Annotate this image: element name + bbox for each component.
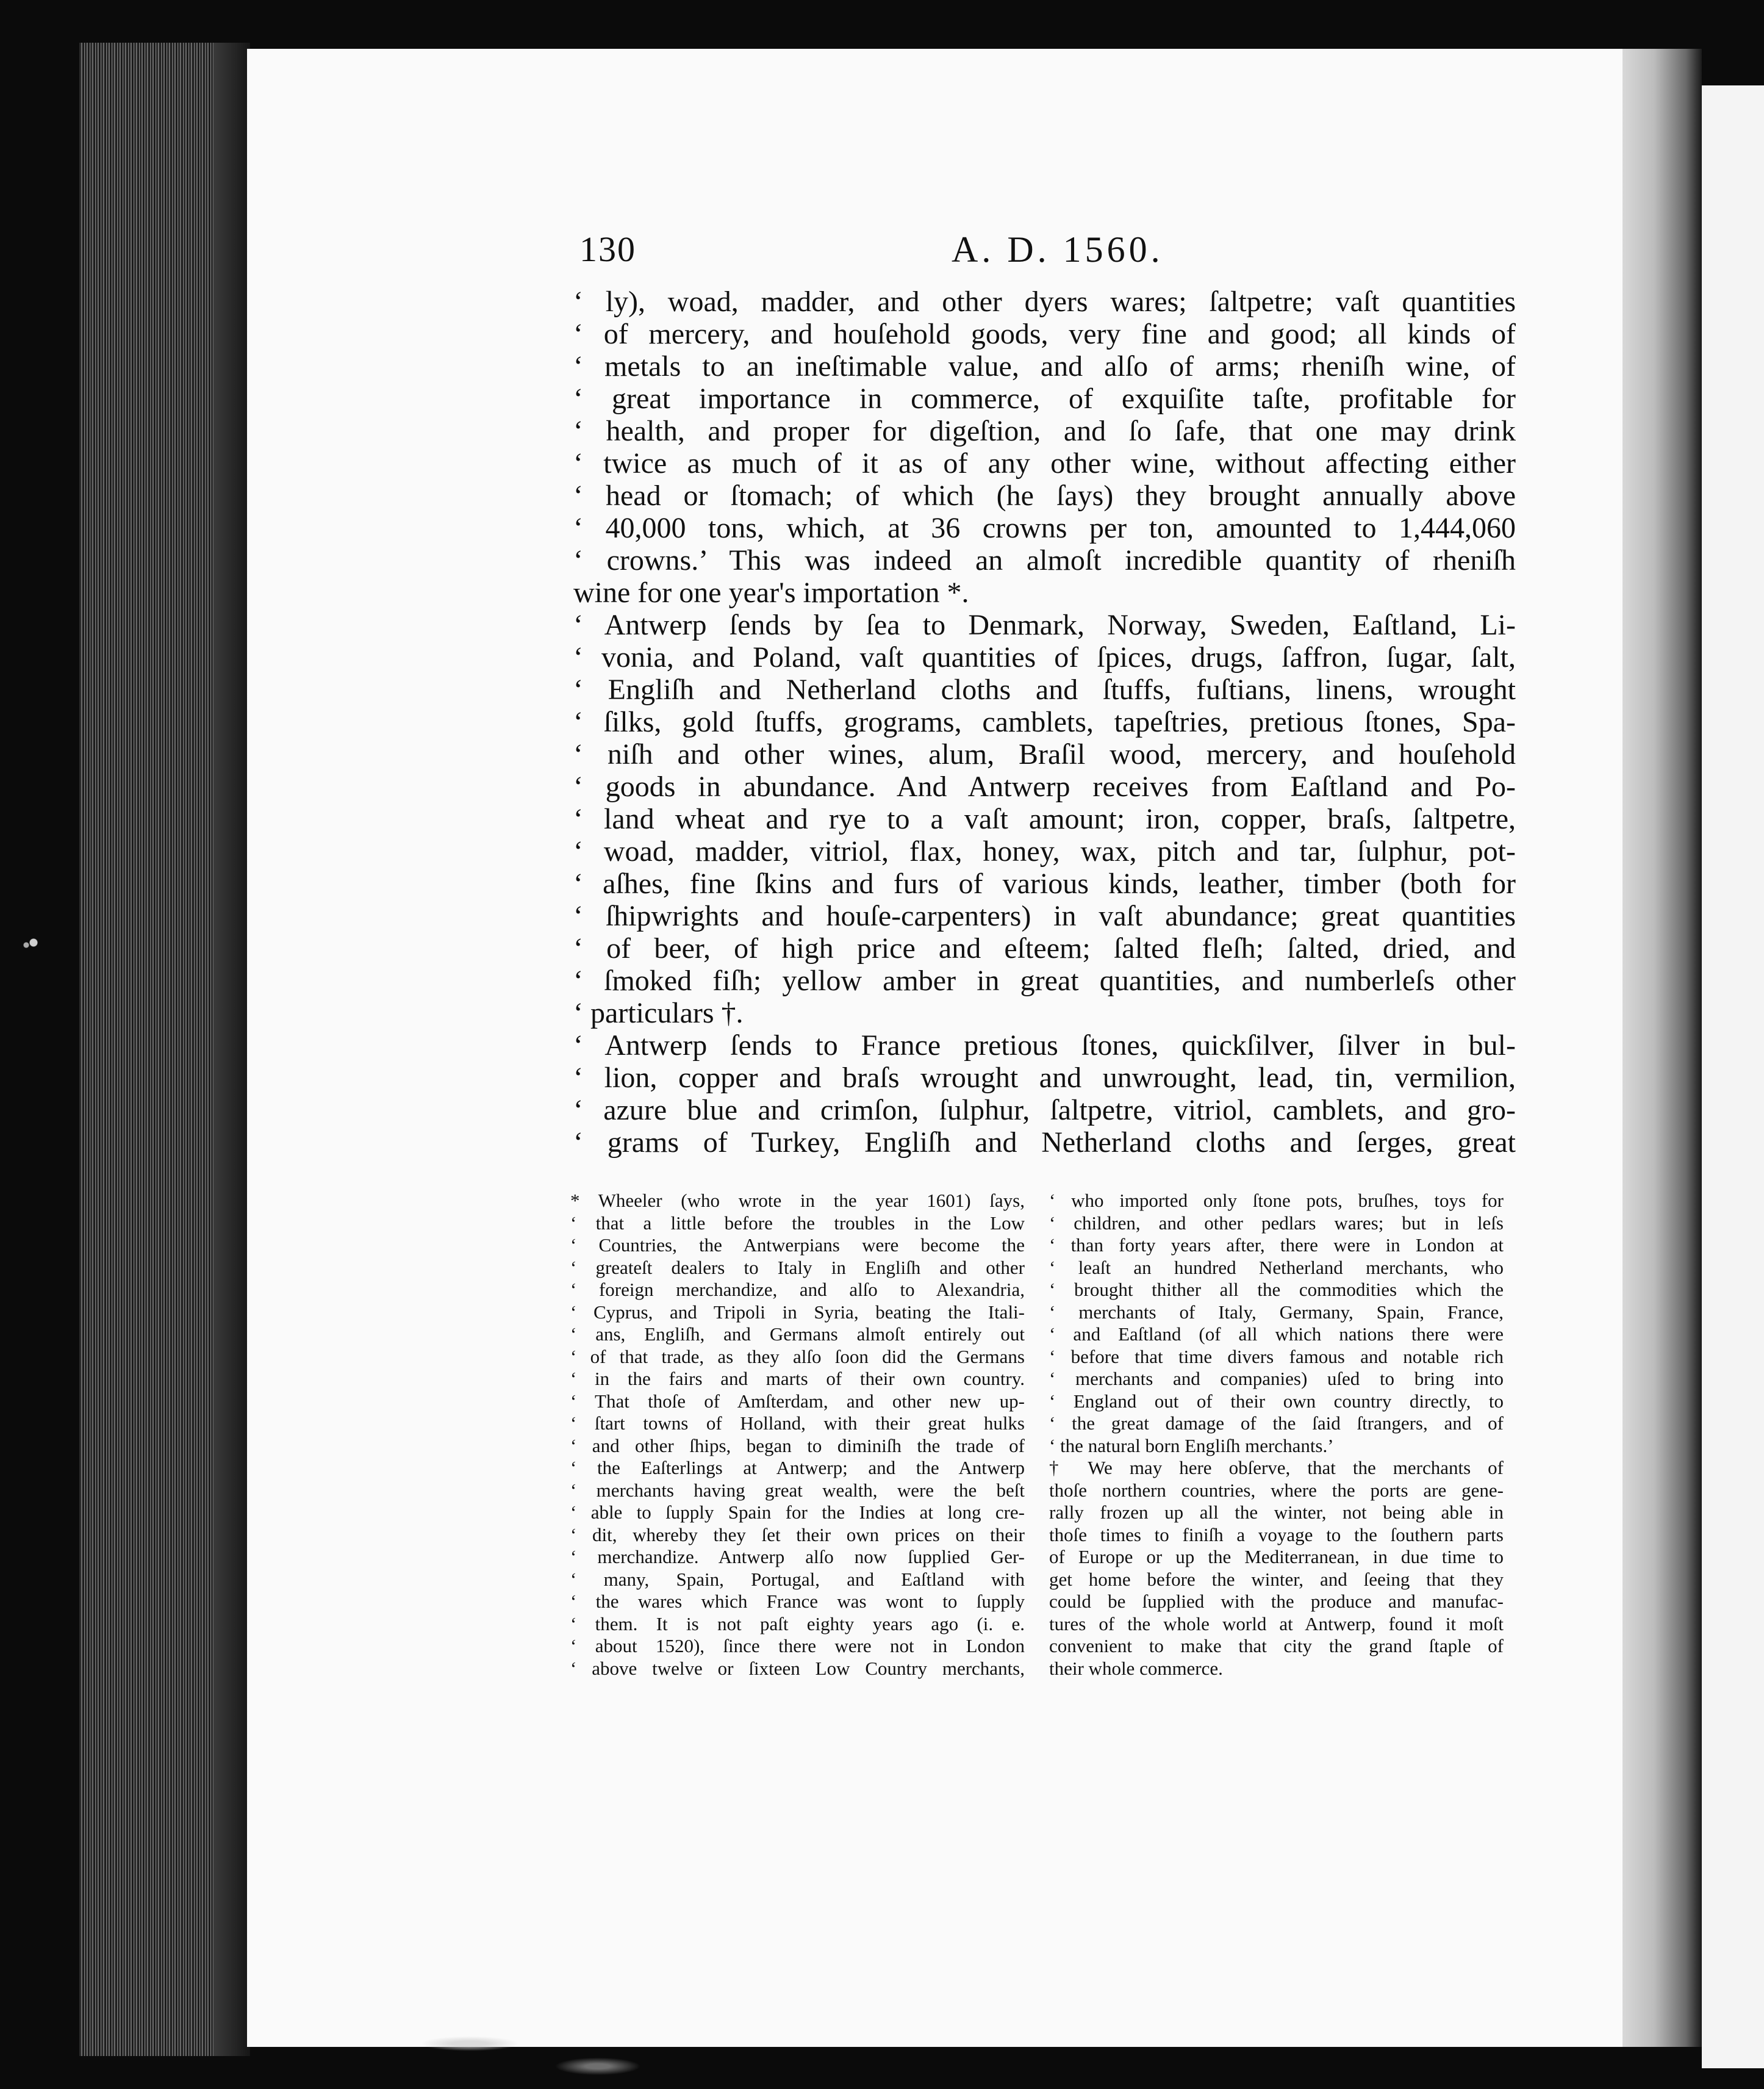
footnote-line: ‘ the natural born Engliſh merchants.’ [1049, 1434, 1334, 1456]
footnote-line: ‘ who imported only ſtone pots, bruſhes, toys for [1049, 1190, 1504, 1211]
page-header [579, 229, 1513, 271]
body-line: ‘ woad, madder, vitriol, flax, honey, wax, pitch and tar, ſulphur, pot- [573, 835, 1516, 868]
body-line: ‘ crowns.’ This was indeed an almoſt incredible quantity of rheniſh [573, 544, 1516, 577]
body-line: ‘ niſh and other wines, alum, Braſil wood, mercery, and houſehold [573, 738, 1516, 771]
footnote-line: ‘ them. It is not paſt eighty years ago (i. e. [570, 1613, 1025, 1634]
footnote-column-right [1049, 1190, 1504, 1680]
body-line: ‘ aſhes, fine ſkins and furs of various kinds, leather, timber (both for [573, 868, 1516, 900]
body-line: ‘ health, and proper for digeſtion, and ſo ſafe, that one may drink [573, 415, 1516, 447]
body-line: ‘ Antwerp ſends to France pretious ſtones, quickſilver, ſilver in bul- [573, 1029, 1516, 1062]
body-line: ‘ grams of Turkey, Engliſh and Netherland cloths and ſerges, great [573, 1126, 1516, 1159]
footnote-line: ‘ greateſt dealers to Italy in Engliſh and other [570, 1256, 1025, 1278]
footnote-line: ‘ Countries, the Antwerpians were become the [570, 1234, 1025, 1256]
footnote-line: † We may here obſerve, that the merchants of [1049, 1457, 1504, 1478]
footnote-line: of Europe or up the Mediterranean, in due time to [1049, 1546, 1504, 1567]
facing-page-edge [1702, 85, 1764, 2068]
footnote-line: ‘ and other ſhips, began to diminiſh the trade of [570, 1434, 1025, 1456]
footnote-line: ‘ before that time divers famous and notable rich [1049, 1345, 1504, 1367]
footnote-line: ‘ above twelve or ſixteen Low Country merchants, [570, 1657, 1025, 1679]
scan-noise [342, 2013, 769, 2089]
footnote-line: ‘ that a little before the troubles in the Low [570, 1212, 1025, 1234]
book-spine-shadow [213, 43, 250, 2056]
footnote-line: ‘ of that trade, as they alſo ſoon did the Germans [570, 1345, 1025, 1367]
footnote-line: ‘ Cyprus, and Tripoli in Syria, beating the Itali- [570, 1301, 1025, 1323]
footnote-line: ‘ ſtart towns of Holland, with their great hulks [570, 1412, 1025, 1434]
footnote-line: ‘ brought thither all the commodities which the [1049, 1279, 1504, 1300]
running-title: A. D. 1560. [952, 229, 1164, 270]
footnote-line: ‘ dit, whereby they ſet their own prices on their [570, 1523, 1025, 1545]
body-line: ‘ azure blue and crimſon, ſulphur, ſaltpetre, vitriol, camblets, and gro- [573, 1094, 1516, 1126]
footnote-line: ‘ merchants of Italy, Germany, Spain, France, [1049, 1301, 1504, 1323]
page-gutter-shadow [1622, 49, 1702, 2047]
footnote-line: ‘ many, Spain, Portugal, and Eaſtland with [570, 1568, 1025, 1590]
footnote-line: ‘ leaſt an hundred Netherland merchants, who [1049, 1256, 1504, 1278]
footnote-line: * Wheeler (who wrote in the year 1601) ſays, [570, 1190, 1025, 1211]
body-text [573, 286, 1516, 1159]
footnote-line: their whole commerce. [1049, 1657, 1223, 1679]
body-line: ‘ ſilks, gold ſtuffs, grograms, camblets, tapeſtries, pretious ſtones, Spa- [573, 706, 1516, 738]
footnote-line: tures of the whole world at Antwerp, found it moſt [1049, 1613, 1504, 1634]
body-line: ‘ lion, copper and braſs wrought and unwrought, lead, tin, vermilion, [573, 1062, 1516, 1094]
body-line: ‘ Engliſh and Netherland cloths and ſtuffs, fuſtians, linens, wrought [573, 674, 1516, 706]
body-line: wine for one year's importation *. [573, 577, 969, 609]
footnote-line: ‘ the wares which France was wont to ſupply [570, 1591, 1025, 1612]
footnote-line: get home before the winter, and ſeeing that they [1049, 1568, 1504, 1590]
body-line: ‘ vonia, and Poland, vaſt quantities of ſpices, drugs, ſaffron, ſugar, ſalt, [573, 641, 1516, 674]
footnote-line: ‘ merchants having great wealth, were the beſt [570, 1479, 1025, 1501]
footnote-line: thoſe times to finiſh a voyage to the ſouthern parts [1049, 1523, 1504, 1545]
footnote-line: ‘ England out of their own country directly, to [1049, 1390, 1504, 1412]
footnote-line: convenient to make that city the grand ſtaple of [1049, 1635, 1504, 1656]
footnote-line: could be ſupplied with the produce and manufac- [1049, 1591, 1504, 1612]
body-line: ‘ ſhipwrights and houſe-carpenters) in vaſt abundance; great quantities [573, 900, 1516, 932]
footnote-line: ‘ able to ſupply Spain for the Indies at long cre- [570, 1501, 1025, 1523]
body-line: ‘ particulars †. [573, 997, 744, 1029]
body-line: ‘ 40,000 tons, which, at 36 crowns per ton, amounted to 1,444,060 [573, 512, 1516, 544]
body-line: ‘ Antwerp ſends by ſea to Denmark, Norway, Sweden, Eaſtland, Li- [573, 609, 1516, 641]
footnote-line: ‘ foreign merchandize, and alſo to Alexandria, [570, 1279, 1025, 1300]
footnote-line: ‘ in the fairs and marts of their own country. [570, 1368, 1025, 1389]
body-line: ‘ metals to an ineſtimable value, and alſo of arms; rheniſh wine, of [573, 350, 1516, 383]
footnote-line: ‘ than forty years after, there were in London at [1049, 1234, 1504, 1256]
footnote-line: ‘ ans, Engliſh, and Germans almoſt entirely out [570, 1323, 1025, 1345]
body-line: ‘ head or ſtomach; of which (he ſays) they brought annually above [573, 480, 1516, 512]
body-line: ‘ of mercery, and houſehold goods, very fine and good; all kinds of [573, 318, 1516, 350]
footnote-line: ‘ merchants and companies) uſed to bring into [1049, 1368, 1504, 1389]
footnote-line: thoſe northern countries, where the ports are gene- [1049, 1479, 1504, 1501]
footnote-line: ‘ That thoſe of Amſterdam, and other new up- [570, 1390, 1025, 1412]
footnote-column-left [570, 1190, 1025, 1680]
footnote-line: ‘ and Eaſtland (of all which nations there were [1049, 1323, 1504, 1345]
footnote-line: ‘ the Eaſterlings at Antwerp; and the Antwerp [570, 1457, 1025, 1478]
footnote-line: ‘ children, and other pedlars wares; but in leſs [1049, 1212, 1504, 1234]
body-line: ‘ goods in abundance. And Antwerp receives from Eaſtland and Po- [573, 771, 1516, 803]
body-line: ‘ twice as much of it as of any other wine, without affecting either [573, 447, 1516, 480]
footnote-line: rally frozen up all the winter, not being able in [1049, 1501, 1504, 1523]
body-line: ‘ ly), woad, madder, and other dyers wares; ſaltpetre; vaſt quantities [573, 286, 1516, 318]
body-line: ‘ of beer, of high price and eſteem; ſalted fleſh; ſalted, dried, and [573, 932, 1516, 965]
footnote-line: ‘ the great damage of the ſaid ſtrangers, and of [1049, 1412, 1504, 1434]
body-line: ‘ ſmoked fiſh; yellow amber in great quantities, and numberleſs other [573, 965, 1516, 997]
page-number: 130 [579, 229, 636, 269]
footnote-line: ‘ merchandize. Antwerp alſo now ſupplied Ger- [570, 1546, 1025, 1567]
footnote-line: ‘ about 1520), ſince there were not in London [570, 1635, 1025, 1656]
scan-speck [15, 930, 52, 955]
body-line: ‘ great importance in commerce, of exquiſite taſte, profitable for [573, 383, 1516, 415]
body-line: ‘ land wheat and rye to a vaſt amount; iron, copper, braſs, ſaltpetre, [573, 803, 1516, 835]
